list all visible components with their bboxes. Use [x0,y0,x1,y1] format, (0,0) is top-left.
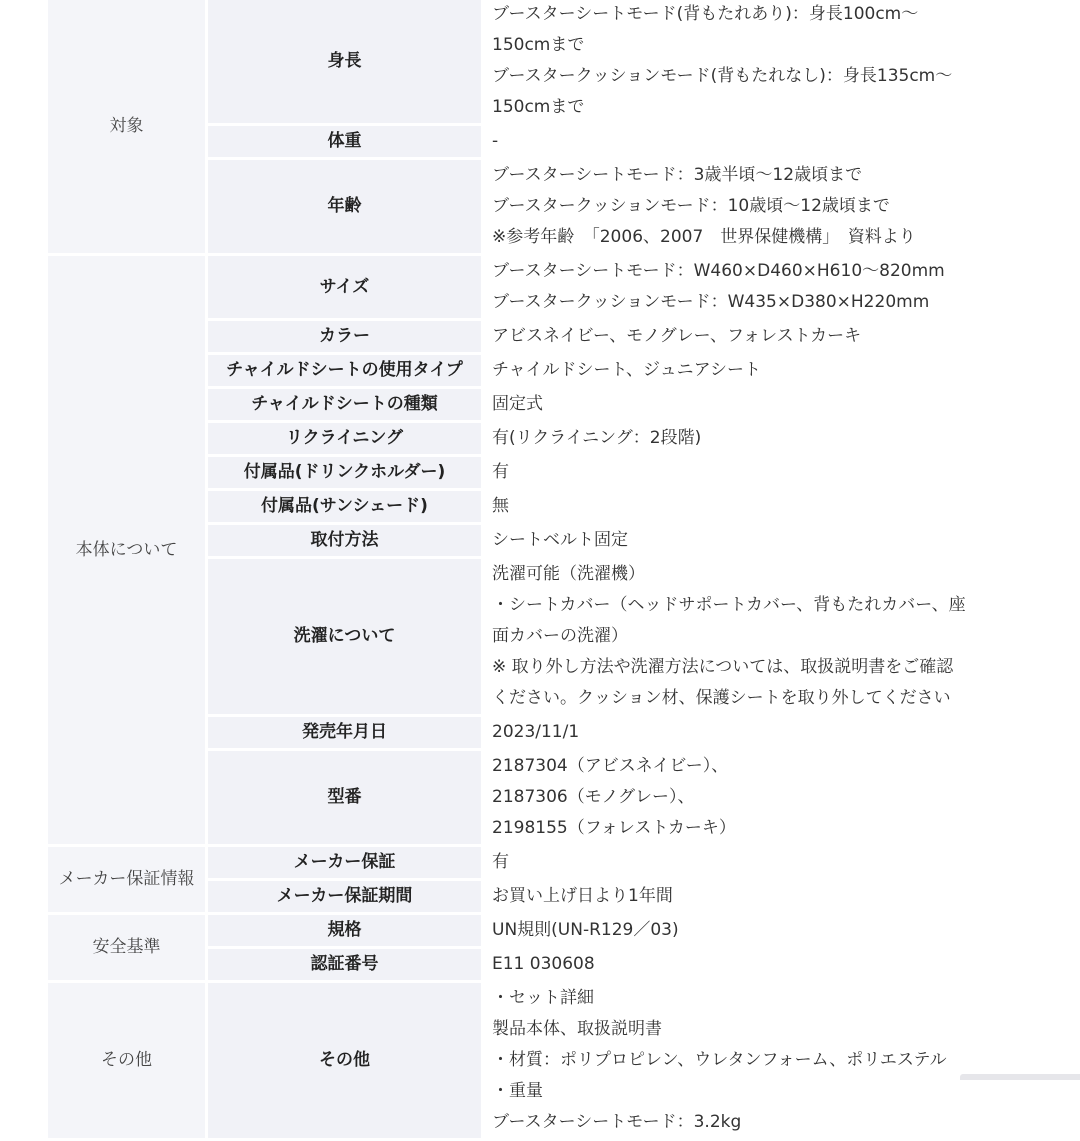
spec-table [48,0,1032,1141]
spec-value [484,423,1032,454]
spec-value-line: 有 [492,462,509,482]
spec-item-label: チャイルドシートの種類 [208,389,484,420]
spec-value [484,0,1032,123]
category-label: 安全基準 [48,915,208,980]
spec-value-line: 2023/11/1 [492,722,580,742]
spec-value-line: 製品本体、取扱説明書 [492,1019,662,1039]
spec-value [484,915,1032,946]
spec-value-line: 2187306（モノグレー）、 [492,787,695,807]
spec-row [48,256,1032,318]
spec-value-line: ・材質：ポリプロピレン、ウレタンフォーム、ポリエステル [492,1050,947,1070]
spec-value-line: 2187304（アビスネイビー）、 [492,756,729,776]
spec-value [484,525,1032,556]
spec-item-label: その他 [208,983,484,1138]
spec-value [484,717,1032,748]
spec-value-line: ブースターシートモード：W460×D460×H610～820mm [492,261,945,281]
spec-value-line: ブースタークッションモード(背もたれなし)：身長135cm～ [492,66,953,86]
spec-item-label: 付属品(ドリンクホルダー) [208,457,484,488]
spec-value [484,751,1032,844]
spec-item-label: 身長 [208,0,484,123]
spec-value-line: ・セット詳細 [492,988,594,1008]
spec-value-line: ブースターシートモード(背もたれあり)：身長100cm～ [492,4,919,24]
category-label: メーカー保証情報 [48,847,208,912]
spec-value-line: ・重量 [492,1081,543,1101]
spec-value-line: ブースタークッションモード：10歳頃～12歳頃まで [492,196,890,216]
spec-value-line: 無 [492,496,509,516]
spec-value-line: シートベルト固定 [492,530,628,550]
spec-value-line: 有 [492,852,509,872]
spec-value [484,126,1032,157]
spec-value-line: お買い上げ日より1年間 [492,886,673,906]
spec-value [484,491,1032,522]
spec-value-line: - [492,131,499,151]
spec-item-label: 型番 [208,751,484,844]
spec-item-label: 認証番号 [208,949,484,980]
spec-value-line: ※参考年齢 「2006、2007 世界保健機構」 資料より [492,227,916,247]
spec-value [484,256,1032,318]
category-label: 対象 [48,0,208,253]
category-label: 本体について [48,256,208,844]
spec-value [484,389,1032,420]
spec-item-label: 付属品(サンシェード) [208,491,484,522]
spec-value-line: 150cmまで [492,35,585,55]
spec-value-line: ※ 取り外し方法や洗濯方法については、取扱説明書をご確認 [492,657,954,677]
spec-value [484,321,1032,352]
spec-value-line: 2198155（フォレストカーキ） [492,818,736,838]
category-label: その他 [48,983,208,1138]
spec-value-line: 150cmまで [492,97,585,117]
scroll-indicator [960,1074,1080,1080]
spec-value-line: アビスネイビー、モノグレー、フォレストカーキ [492,326,862,346]
spec-item-label: リクライニング [208,423,484,454]
spec-row [48,0,1032,123]
spec-value [484,847,1032,878]
spec-row [48,915,1032,946]
spec-item-label: 発売年月日 [208,717,484,748]
spec-row [48,983,1032,1138]
spec-item-label: サイズ [208,256,484,318]
spec-value-line: ください。クッション材、保護シートを取り外してください [492,688,951,708]
spec-value [484,881,1032,912]
spec-item-label: チャイルドシートの使用タイプ [208,355,484,386]
spec-value-line: ブースターシートモード：3.2kg [492,1112,742,1132]
spec-item-label: メーカー保証 [208,847,484,878]
spec-item-label: メーカー保証期間 [208,881,484,912]
spec-item-label: 洗濯について [208,559,484,714]
spec-item-label: 年齢 [208,160,484,253]
spec-value-line: E11 030608 [492,954,595,974]
spec-value [484,559,1032,714]
spec-value-line: ・シートカバー（ヘッドサポートカバー、背もたれカバー、座 [492,595,966,615]
spec-value [484,457,1032,488]
spec-value [484,983,1032,1138]
spec-row [48,847,1032,878]
spec-value [484,355,1032,386]
spec-value-line: UN規則(UN-R129／03) [492,920,679,940]
spec-value-line: 有(リクライニング：2段階) [492,428,702,448]
spec-item-label: 体重 [208,126,484,157]
spec-value-line: 洗濯可能（洗濯機） [492,564,645,584]
spec-value-line: チャイルドシート、ジュニアシート [492,360,761,380]
spec-value-line: ブースタークッションモード：W435×D380×H220mm [492,292,930,312]
spec-value [484,160,1032,253]
spec-value [484,949,1032,980]
spec-value-line: 固定式 [492,394,543,414]
spec-item-label: カラー [208,321,484,352]
spec-item-label: 取付方法 [208,525,484,556]
spec-table-body [48,0,1032,1138]
spec-value-line: ブースターシートモード：3歳半頃～12歳頃まで [492,165,863,185]
spec-value-line: 面カバーの洗濯） [492,626,628,646]
spec-item-label: 規格 [208,915,484,946]
